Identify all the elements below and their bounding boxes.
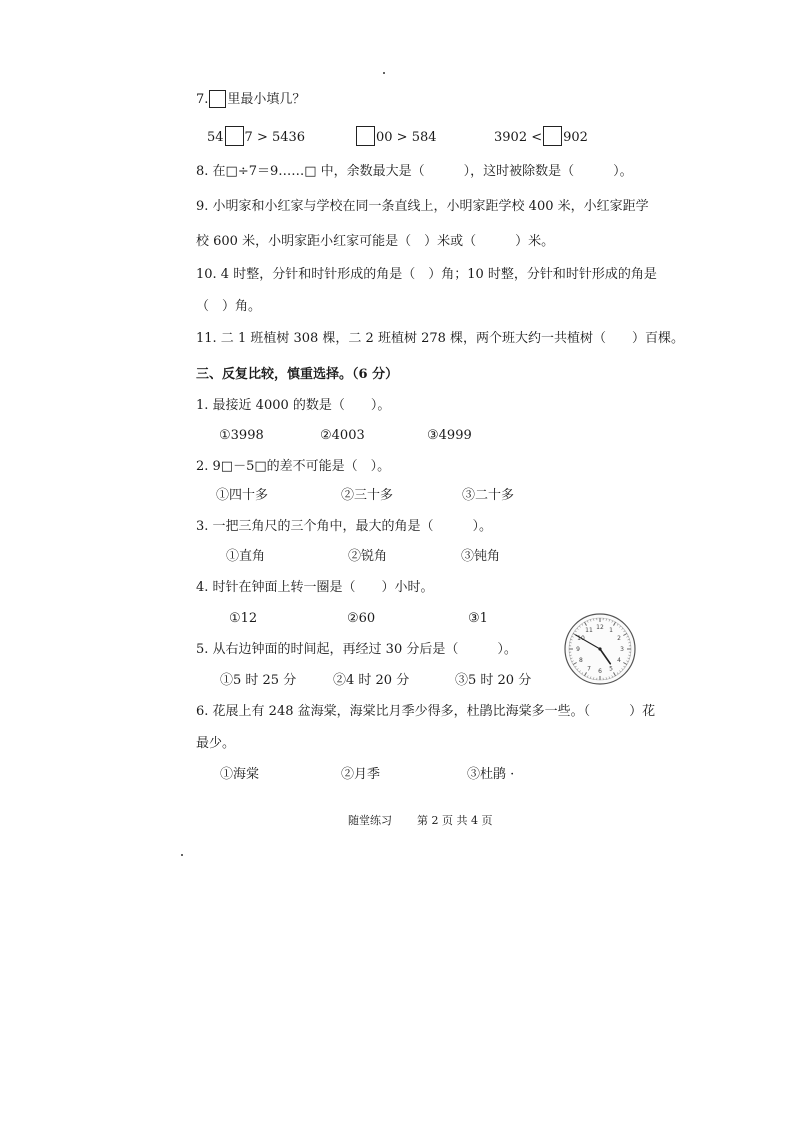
clock-numeral: 10 [577,635,585,643]
choice-5-option-3: ③5 时 20 分 [455,673,532,688]
footer [348,812,492,828]
choice-5-option-2: ②4 时 20 分 [333,673,410,688]
choice-3-option-3: ③钝角 [461,549,501,564]
q7c-suffix: 902 [563,130,588,145]
choice-4-option-2: ②60 [347,611,376,626]
question-7-number: 7. [196,92,209,107]
choice-question-4: 4. 时针在钟面上转一圈是（ ）小时。 [196,580,434,595]
footer-label: 随堂练习 [348,814,392,827]
choice-4-option-1: ①12 [229,611,258,626]
q7a-suffix: 7 > 5436 [244,130,306,145]
choice-3-option-2: ②锐角 [348,549,388,564]
question-6-line-2: 最少。 [196,736,236,751]
blank-box [209,90,226,108]
question-7-item-b [355,126,437,147]
question-10-line-1: 10. 4 时整，分针和时针形成的角是（ ）角；10 时整，分针和时针形成的角是 [196,267,657,282]
clock-numeral: 12 [596,624,604,632]
question-7-item-a [207,126,305,147]
q7a-prefix: 54 [207,130,224,145]
choice-5-option-1: ①5 时 25 分 [220,673,297,688]
clock-numeral: 6 [598,668,602,676]
clock-numeral: 11 [585,627,593,635]
footer-page-number: 第 2 页 共 4 页 [417,814,493,827]
question-6-option-1: ①海棠 [220,767,260,782]
question-6-option-3: ③杜鹃 · [467,767,515,782]
clock-numeral: 8 [579,657,583,665]
choice-4-option-3: ③1 [468,611,488,626]
clock-numeral: 5 [609,665,613,673]
choice-1-option-1: ①3998 [219,428,264,443]
question-11: 11. 二 1 班植树 308 棵，二 2 班植树 278 棵，两个班大约一共植树（ ）百棵。 [196,331,685,346]
choice-question-5: 5. 从右边钟面的时间起，再经过 30 分后是（ ）。 [196,642,517,657]
question-6-option-2: ②月季 [341,767,381,782]
q7c-prefix: 3902 < [494,130,543,145]
scan-speck [383,72,385,74]
blank-box [543,126,562,146]
clock-numeral: 9 [576,646,580,654]
choice-1-option-2: ②4003 [320,428,365,443]
scan-speck [181,854,183,856]
choice-1-option-3: ③4999 [427,428,472,443]
question-6-line-1: 6. 花展上有 248 盆海棠，海棠比月季少得多，杜鹃比海棠多一些。（ ）花 [196,704,656,719]
clock-numeral: 4 [617,657,621,665]
question-10-line-2: （ ）角。 [196,299,262,314]
question-7-item-c [494,126,588,147]
question-7-text: 里最小填几？ [227,92,306,107]
choice-3-option-1: ①直角 [226,549,266,564]
clock-face [562,611,638,687]
question-8: 8. 在□÷7＝9……□ 中，余数最大是（ ），这时被除数是（ ）。 [196,164,633,179]
blank-box [356,126,375,146]
choice-question-1: 1. 最接近 4000 的数是（ ）。 [196,398,391,413]
choice-2-option-1: ①四十多 [216,488,269,503]
choice-2-option-2: ②三十多 [341,488,394,503]
clock-numeral: 2 [617,635,621,643]
clock-numeral: 1 [609,627,613,635]
choice-question-2: 2. 9□－5□的差不可能是（ ）。 [196,459,391,474]
choice-question-3: 3. 一把三角尺的三个角中，最大的角是（ ）。 [196,519,493,534]
clock-numeral: 3 [620,646,624,654]
question-9-line-2: 校 600 米，小明家距小红家可能是（ ）米或（ ）米。 [196,234,555,249]
question-7 [196,90,305,109]
q7b-suffix: 00 > 584 [376,130,437,145]
choice-2-option-3: ③二十多 [462,488,515,503]
clock-numeral: 7 [587,665,591,673]
question-9-line-1: 9. 小明家和小红家与学校在同一条直线上，小明家距学校 400 米，小红家距学 [196,199,649,214]
blank-box [225,126,244,146]
clock-center-pin [598,647,601,650]
section-3-title: 三、反复比较，慎重选择。（6 分） [196,367,399,382]
